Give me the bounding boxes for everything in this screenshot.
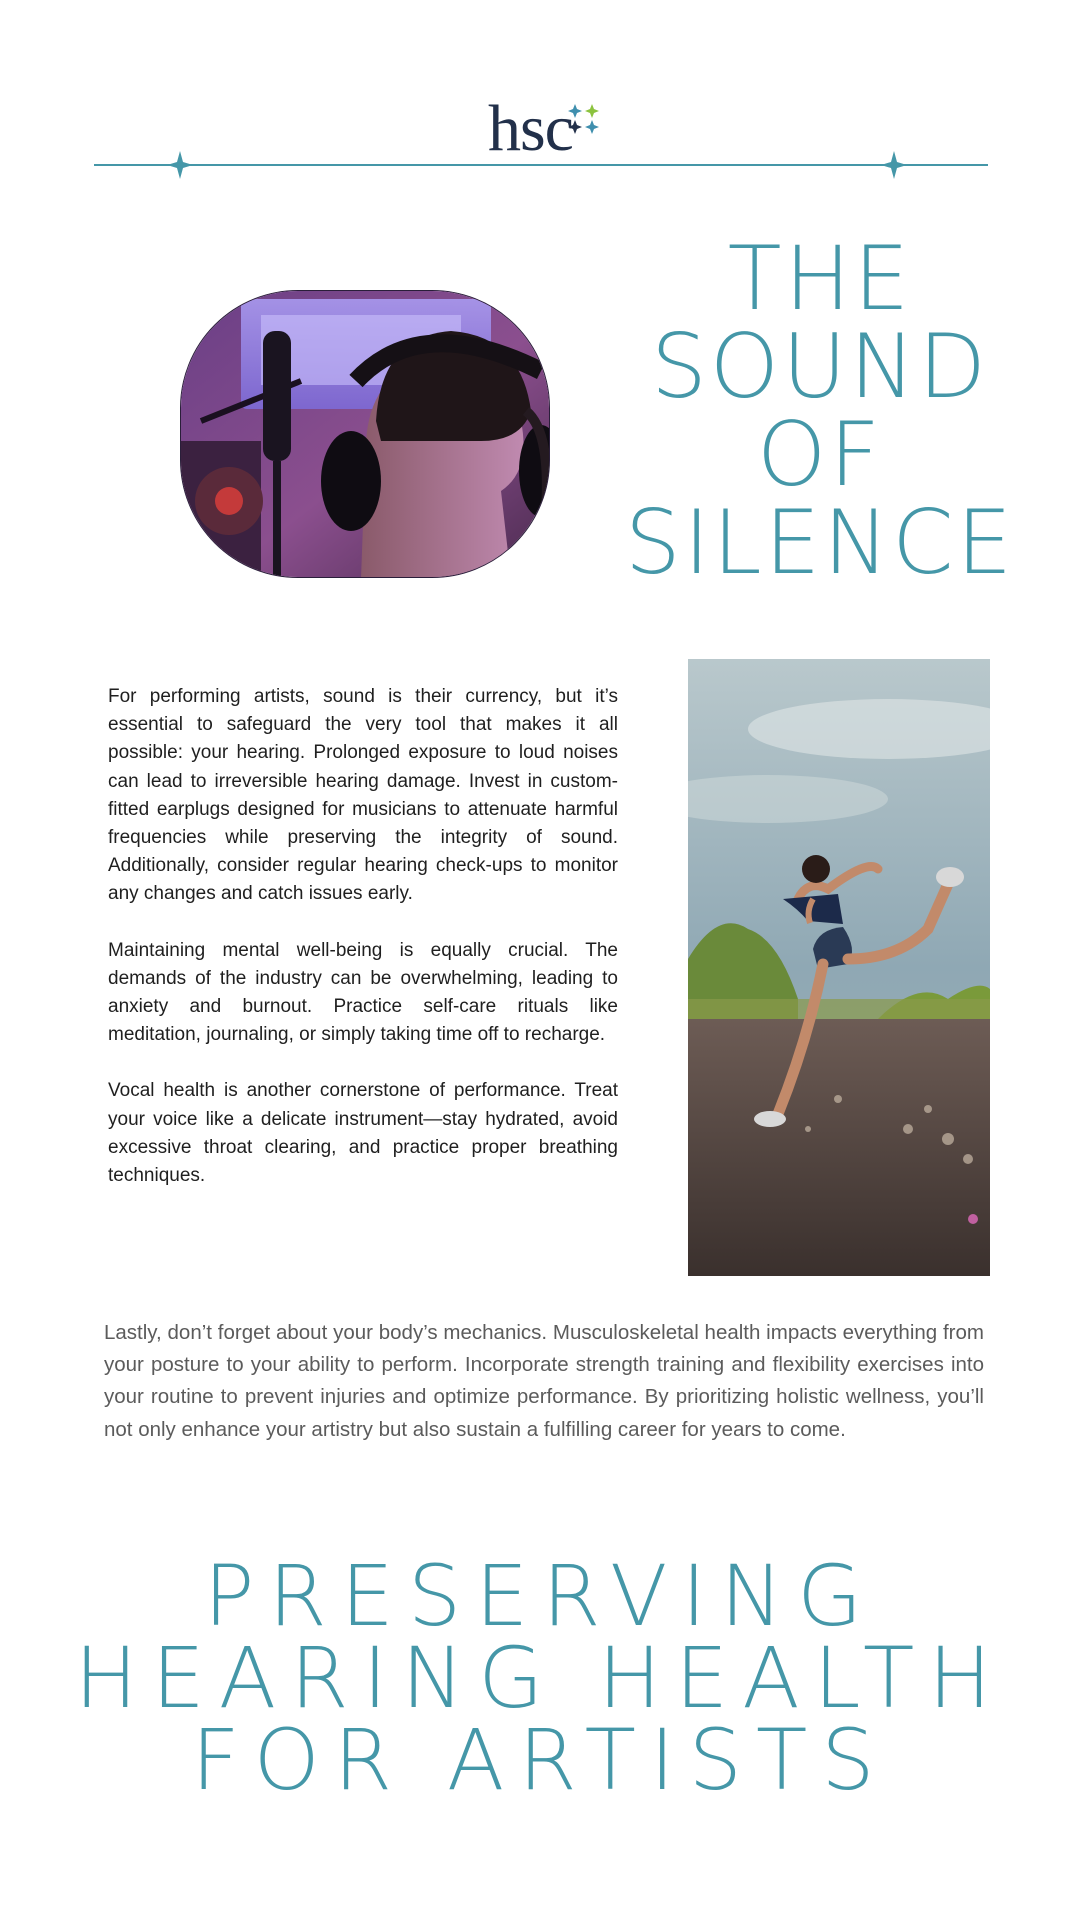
dancer-photo	[688, 659, 990, 1276]
hero-title-line: SILENCE	[624, 491, 1016, 594]
footer-title-line: HEARING HEALTH	[74, 1629, 1006, 1727]
body-paragraph: For performing artists, sound is their currency, but it’s essential to safeguard the very tool that makes it all possible: your hearing. Prolonged exposure to loud noises can lead to irreversible hearing damage. Invest in custom-fitted earplugs designed for musicians to attenuate harmful frequencies while preserving the integrity of sound. Additionally, consider regular hearing check-ups to monitor any changes and catch issues early.	[108, 686, 618, 905]
footer-title-line: PRESERVING	[203, 1547, 877, 1645]
logo-text: hsc	[488, 92, 573, 165]
footer-title	[0, 1547, 1080, 1809]
header	[0, 0, 1080, 200]
hero-title-line: SOUND	[650, 315, 990, 418]
footer-title-line: FOR ARTISTS	[191, 1711, 889, 1809]
hero-title-line: OF	[757, 403, 883, 506]
body-paragraph: Maintaining mental well-being is equally crucial. The demands of the industry can be overwhelming, leading to anxiety and burnout. Practice self-care rituals like meditation, journaling, or simply taking time off to recharge.	[108, 939, 618, 1046]
left-sparkle-icon	[167, 151, 193, 179]
body-column	[108, 683, 618, 1218]
studio-photo	[180, 290, 550, 578]
right-sparkle-icon	[881, 151, 907, 179]
hero-title	[620, 227, 1020, 594]
closing-paragraph: Lastly, don’t forget about your body’s mechanics. Musculoskeletal health impacts everything from your posture to your ability to perform. Incorporate strength training and flexibility exercises into your routine to prevent injuries and optimize performance. By prioritizing holistic wellness, you’ll not only enhance your artistry but also sustain a fulfilling career for years to come.	[104, 1321, 984, 1441]
body-paragraph: Vocal health is another cornerstone of performance. Treat your voice like a delicate instrument—stay hydrated, avoid excessive throat clearing, and practice proper breathing techniques.	[108, 1080, 618, 1187]
hero-title-line: THE	[727, 227, 913, 330]
